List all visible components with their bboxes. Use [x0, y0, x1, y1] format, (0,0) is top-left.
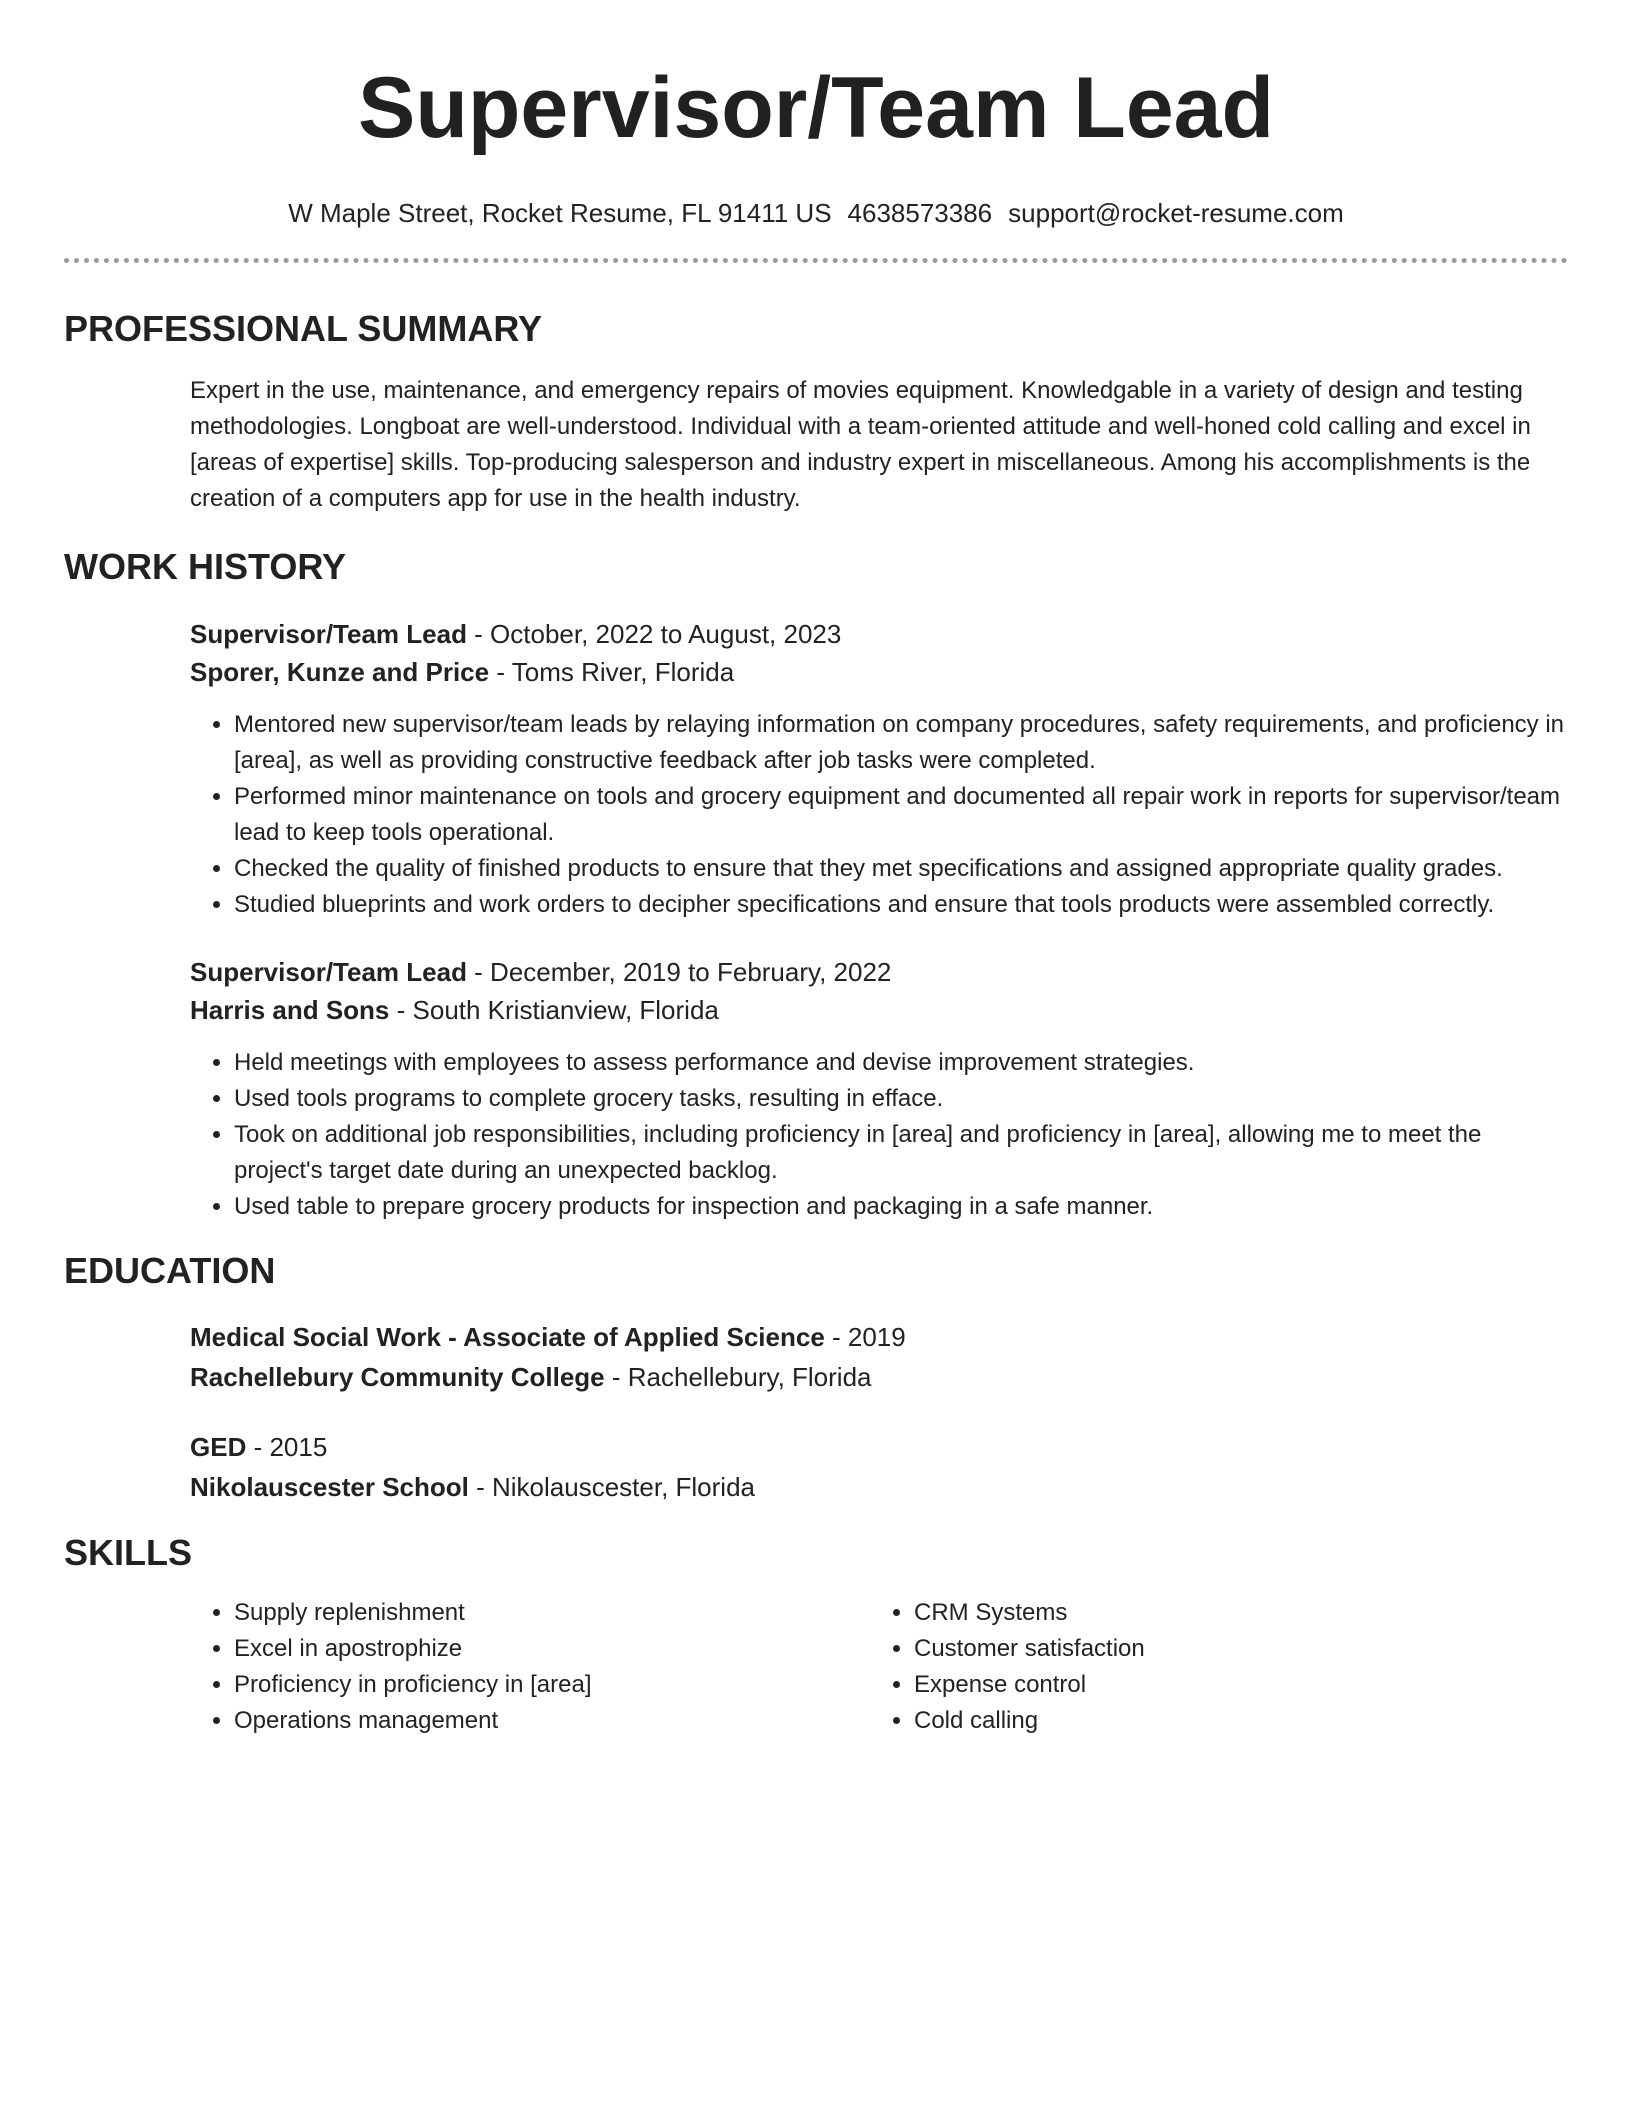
skill-item: • Supply replenishment — [234, 1595, 870, 1631]
job-dates: - December, 2019 to February, 2022 — [466, 957, 892, 987]
job-dates: - October, 2022 to August, 2023 — [466, 619, 842, 649]
education-school: Rachellebury Community College — [190, 1362, 605, 1392]
skill-item: • Cold calling — [914, 1703, 1550, 1739]
contact-phone: 4638573386 — [847, 198, 993, 228]
summary-heading: PROFESSIONAL SUMMARY — [64, 308, 543, 349]
job-role: Supervisor/Team Lead — [190, 957, 467, 987]
education-degree-line — [190, 1427, 1568, 1467]
skills-section — [64, 1595, 1568, 1739]
skill-item: • Expense control — [914, 1667, 1550, 1703]
job-bullet: • Used table to prepare grocery products for inspection and packaging in a safe manner. — [234, 1189, 1568, 1225]
education-entry — [190, 1427, 1568, 1507]
skill-item: • Operations management — [234, 1703, 870, 1739]
job-location: - Toms River, Florida — [489, 657, 735, 687]
job-role: Supervisor/Team Lead — [190, 619, 467, 649]
education-year: - 2019 — [824, 1322, 906, 1352]
skills-grid — [190, 1595, 1568, 1739]
skill-item: • Customer satisfaction — [914, 1631, 1550, 1667]
education-school-line — [190, 1467, 1568, 1507]
education-degree: GED — [190, 1432, 247, 1462]
job-bullet: • Mentored new supervisor/team leads by relaying information on company procedures, safety requirements, and proficiency in [area], as well as providing constructive feedback after job tasks were completed. — [234, 707, 1568, 779]
skills-list-right — [870, 1595, 1550, 1739]
skills-heading: SKILLS — [64, 1532, 193, 1573]
job-company-line — [190, 653, 1568, 691]
education-location: - Rachellebury, Florida — [604, 1362, 872, 1392]
job-company-line — [190, 991, 1568, 1029]
contact-address: W Maple Street, Rocket Resume, FL 91411 US — [288, 198, 832, 228]
summary-section — [64, 373, 1568, 517]
job-bullets — [190, 1045, 1568, 1225]
job-bullet: • Performed minor maintenance on tools and grocery equipment and documented all repair work in reports for supervisor/team lead to keep tools operational. — [234, 779, 1568, 851]
education-school-line — [190, 1357, 1568, 1397]
education-entry — [190, 1317, 1568, 1397]
job-bullet: • Held meetings with employees to assess performance and devise improvement strategies. — [234, 1045, 1568, 1081]
skill-item: • Excel in apostrophize — [234, 1631, 870, 1667]
job-company: Harris and Sons — [190, 995, 390, 1025]
job-company: Sporer, Kunze and Price — [190, 657, 490, 687]
education-degree-line — [190, 1317, 1568, 1357]
job-location: - South Kristianview, Florida — [389, 995, 719, 1025]
job-bullets — [190, 707, 1568, 923]
education-degree: Medical Social Work - Associate of Applied Science — [190, 1322, 825, 1352]
education-section — [64, 1317, 1568, 1507]
header-divider — [64, 258, 1568, 263]
work-history-section — [64, 615, 1568, 1225]
skill-item: • Proficiency in proficiency in [area] — [234, 1667, 870, 1703]
education-school: Nikolauscester School — [190, 1472, 469, 1502]
resume-name: Supervisor/Team Lead — [357, 60, 1275, 156]
skills-column-right — [870, 1595, 1550, 1739]
summary-text: Expert in the use, maintenance, and emergency repairs of movies equipment. Knowledgable in a variety of design and testing methodologies. Longboat are well-understood. Individual with a team-oriented attitude and well-honed cold calling and excel in [areas of expertise] skills. Top-producing salesperson and industry expert in miscellaneous. Among his accomplishments is the creation of a computers app for use in the health industry. — [190, 377, 1531, 512]
work-history-heading: WORK HISTORY — [64, 546, 347, 587]
education-location: - Nikolauscester, Florida — [468, 1472, 755, 1502]
job-entry — [190, 953, 1568, 1225]
job-bullet: • Used tools programs to complete grocery tasks, resulting in efface. — [234, 1081, 1568, 1117]
job-bullet: • Studied blueprints and work orders to decipher specifications and ensure that tools products were assembled correctly. — [234, 887, 1568, 923]
job-title-line — [190, 615, 1568, 653]
job-bullet: • Took on additional job responsibilities, including proficiency in [area] and proficiency in [area], allowing me to meet the project's target date during an unexpected backlog. — [234, 1117, 1568, 1189]
education-year: - 2015 — [246, 1432, 328, 1462]
skill-item: • CRM Systems — [914, 1595, 1550, 1631]
job-title-line — [190, 953, 1568, 991]
contact-line — [64, 196, 1568, 230]
education-heading: EDUCATION — [64, 1250, 276, 1291]
contact-email: support@rocket-resume.com — [1008, 198, 1344, 228]
skills-column-left — [190, 1595, 870, 1739]
skills-list-left — [190, 1595, 870, 1739]
job-entry — [190, 615, 1568, 923]
job-bullet: • Checked the quality of finished products to ensure that they met specifications and assigned appropriate quality grades. — [234, 851, 1568, 887]
